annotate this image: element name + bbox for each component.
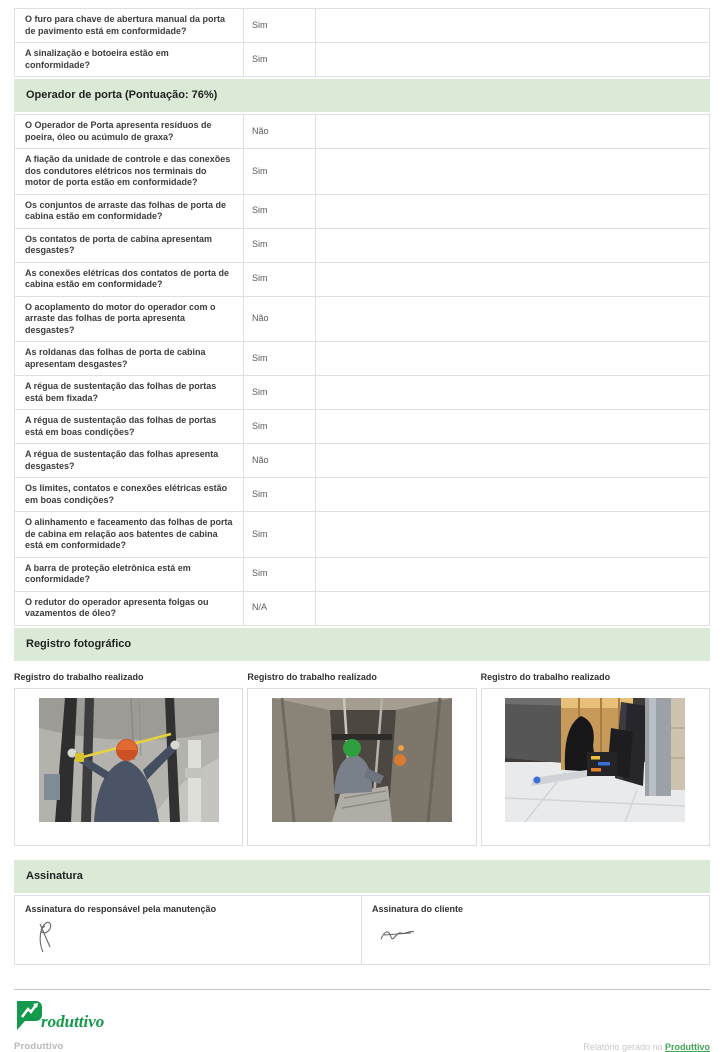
question-cell: As roldanas das folhas de porta de cabina apresentam desgastes? <box>15 342 244 375</box>
question-cell: Os limites, contatos e conexões elétricas estão em boas condições? <box>15 478 244 511</box>
notes-cell <box>316 342 709 375</box>
answer-cell: Sim <box>244 149 316 194</box>
signature-label: Assinatura do responsável pela manutenção <box>25 903 217 914</box>
table-row <box>14 297 710 343</box>
table-row <box>14 376 710 410</box>
table-row <box>14 263 710 297</box>
table-row <box>14 115 710 149</box>
notes-cell <box>316 297 709 342</box>
notes-cell <box>316 376 709 409</box>
work-photo-rail-measuring <box>39 698 219 822</box>
photo-card <box>14 688 243 846</box>
client-signature-scribble <box>378 925 418 947</box>
photo-grid <box>14 663 710 846</box>
signature-row <box>14 895 710 965</box>
notes-cell <box>316 444 709 477</box>
signature-label: Assinatura do cliente <box>372 903 464 914</box>
generated-note <box>583 1042 710 1052</box>
question-cell: A régua de sustentação das folhas de portas está bem fixada? <box>15 376 244 409</box>
answer-cell: Sim <box>244 342 316 375</box>
answer-cell: Não <box>244 115 316 148</box>
question-cell: O alinhamento e faceamento das folhas de porta de cabina em relação aos batentes de cabina está em conformidade? <box>15 512 244 557</box>
notes-cell <box>316 149 709 194</box>
question-cell: A sinalização e botoeira estão em conformidade? <box>15 43 244 76</box>
notes-cell <box>316 9 709 42</box>
table-row <box>14 444 710 478</box>
photo-item <box>14 663 243 846</box>
answer-cell: Sim <box>244 558 316 591</box>
photo-label: Registro do trabalho realizado <box>480 671 611 682</box>
question-cell: A régua de sustentação das folhas apresenta desgastes? <box>15 444 244 477</box>
question-cell: O furo para chave de abertura manual da porta de pavimento está em conformidade? <box>15 9 244 42</box>
answer-cell: Sim <box>244 195 316 228</box>
question-cell: Os contatos de porta de cabina apresentam desgastes? <box>15 229 244 262</box>
notes-cell <box>316 410 709 443</box>
photo-label: Registro do trabalho realizado <box>14 671 144 682</box>
photo-item <box>247 663 476 846</box>
question-cell: A barra de proteção eletrônica está em conformidade? <box>15 558 244 591</box>
signature-cell-client <box>362 896 709 964</box>
answer-cell: Sim <box>244 478 316 511</box>
table-row <box>14 592 710 626</box>
notes-cell <box>316 229 709 262</box>
section-header-operador-de-porta: Operador de porta (Pontuação: 76%) <box>14 79 710 112</box>
question-cell: O Operador de Porta apresenta resíduos de poeira, óleo ou acúmulo de graxa? <box>15 115 244 148</box>
notes-cell <box>316 592 709 625</box>
table-row <box>14 512 710 558</box>
question-cell: A régua de sustentação das folhas de portas está em boas condições? <box>15 410 244 443</box>
answer-cell: Sim <box>244 512 316 557</box>
notes-cell <box>316 43 709 76</box>
table-row <box>14 195 710 229</box>
work-photo-door-toolbox <box>505 698 685 822</box>
table-row <box>14 410 710 444</box>
notes-cell <box>316 558 709 591</box>
answer-cell: Sim <box>244 229 316 262</box>
notes-cell <box>316 195 709 228</box>
produttivo-logo <box>14 998 142 1030</box>
notes-cell <box>316 512 709 557</box>
checklist-table-operador <box>14 114 710 626</box>
report-footer <box>14 989 710 1052</box>
answer-cell: Sim <box>244 43 316 76</box>
photo-item <box>481 663 710 846</box>
table-row <box>14 342 710 376</box>
responsible-signature-scribble <box>31 919 61 955</box>
table-row <box>14 229 710 263</box>
notes-cell <box>316 263 709 296</box>
answer-cell: N/A <box>244 592 316 625</box>
section-header-assinatura: Assinatura <box>14 860 710 893</box>
question-cell: Os conjuntos de arraste das folhas de porta de cabina estão em conformidade? <box>15 195 244 228</box>
answer-cell: Sim <box>244 376 316 409</box>
question-cell: O redutor do operador apresenta folgas ou vazamentos de óleo? <box>15 592 244 625</box>
signature-cell-responsible <box>15 896 362 964</box>
produttivo-link[interactable]: Produttivo <box>665 1041 710 1052</box>
answer-cell: Sim <box>244 263 316 296</box>
answer-cell: Sim <box>244 9 316 42</box>
table-row <box>14 478 710 512</box>
answer-cell: Não <box>244 297 316 342</box>
section-header-registro-fotografico: Registro fotográfico <box>14 628 710 661</box>
table-row <box>14 43 710 77</box>
table-row <box>14 149 710 195</box>
table-row <box>14 9 710 43</box>
footer-brand-text: Produttivo <box>14 1040 64 1052</box>
notes-cell <box>316 478 709 511</box>
answer-cell: Sim <box>244 410 316 443</box>
question-cell: O acoplamento do motor do operador com o arraste das folhas de porta apresenta desgastes? <box>15 297 244 342</box>
notes-cell <box>316 115 709 148</box>
question-cell: A fiação da unidade de controle e das conexões dos condutores elétricos nos terminais do motor de porta estão em conformidade? <box>15 149 244 194</box>
table-row <box>14 558 710 592</box>
generated-prefix: Relatório gerado no <box>583 1041 663 1052</box>
logo-wordmark: roduttivo <box>41 1011 105 1031</box>
photo-card <box>247 688 476 846</box>
question-cell: As conexões elétricas dos contatos de porta de cabina estão em conformidade? <box>15 263 244 296</box>
work-photo-shaft-worker <box>272 698 452 822</box>
photo-card <box>481 688 710 846</box>
answer-cell: Não <box>244 444 316 477</box>
photo-label: Registro do trabalho realizado <box>247 671 377 682</box>
checklist-table-intro <box>14 8 710 77</box>
footer-meta <box>14 1041 710 1052</box>
